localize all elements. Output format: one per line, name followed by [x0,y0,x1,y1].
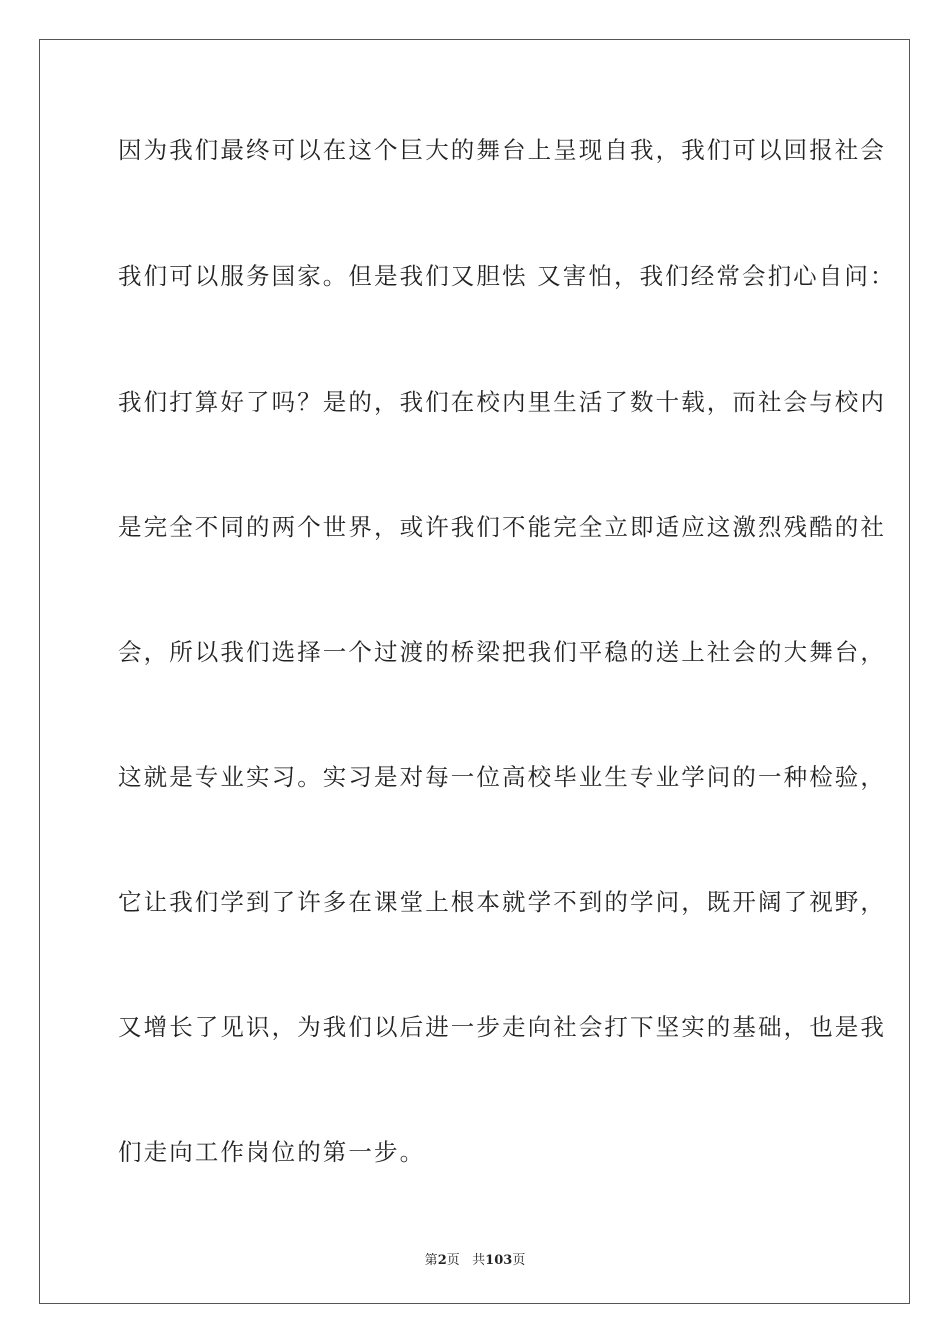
body-line: 它让我们学到了许多在课堂上根本就学不到的学问，既开阔了视野， [118,888,886,916]
body-line: 这就是专业实习。实习是对每一位高校毕业生专业学问的一种检验， [118,763,886,791]
body-line: 因为我们最终可以在这个巨大的舞台上呈现自我，我们可以回报社会 [118,136,886,164]
body-line: 是完全不同的两个世界，或许我们不能完全立即适应这激烈残酷的社 [118,513,886,541]
body-line: 又增长了见识，为我们以后进一步走向社会打下坚实的基础，也是我 [118,1013,886,1041]
page-footer [0,1249,950,1268]
total-prefix: 共 [472,1253,486,1268]
page-prefix: 第 [424,1253,438,1268]
total-suffix: 页 [512,1253,526,1268]
page-suffix: 页 [446,1253,460,1268]
body-line: 我们可以服务国家。但是我们又胆怯 又害怕，我们经常会扪心自问： [118,262,896,290]
body-line: 会，所以我们选择一个过渡的桥梁把我们平稳的送上社会的大舞台， [118,638,886,666]
page-border [39,39,910,1304]
body-line: 们走向工作岗位的第一步。 [118,1138,426,1166]
page-number: 2 [437,1253,447,1268]
total-pages: 103 [485,1253,513,1268]
body-line: 我们打算好了吗？是的，我们在校内里生活了数十载，而社会与校内 [118,388,886,416]
